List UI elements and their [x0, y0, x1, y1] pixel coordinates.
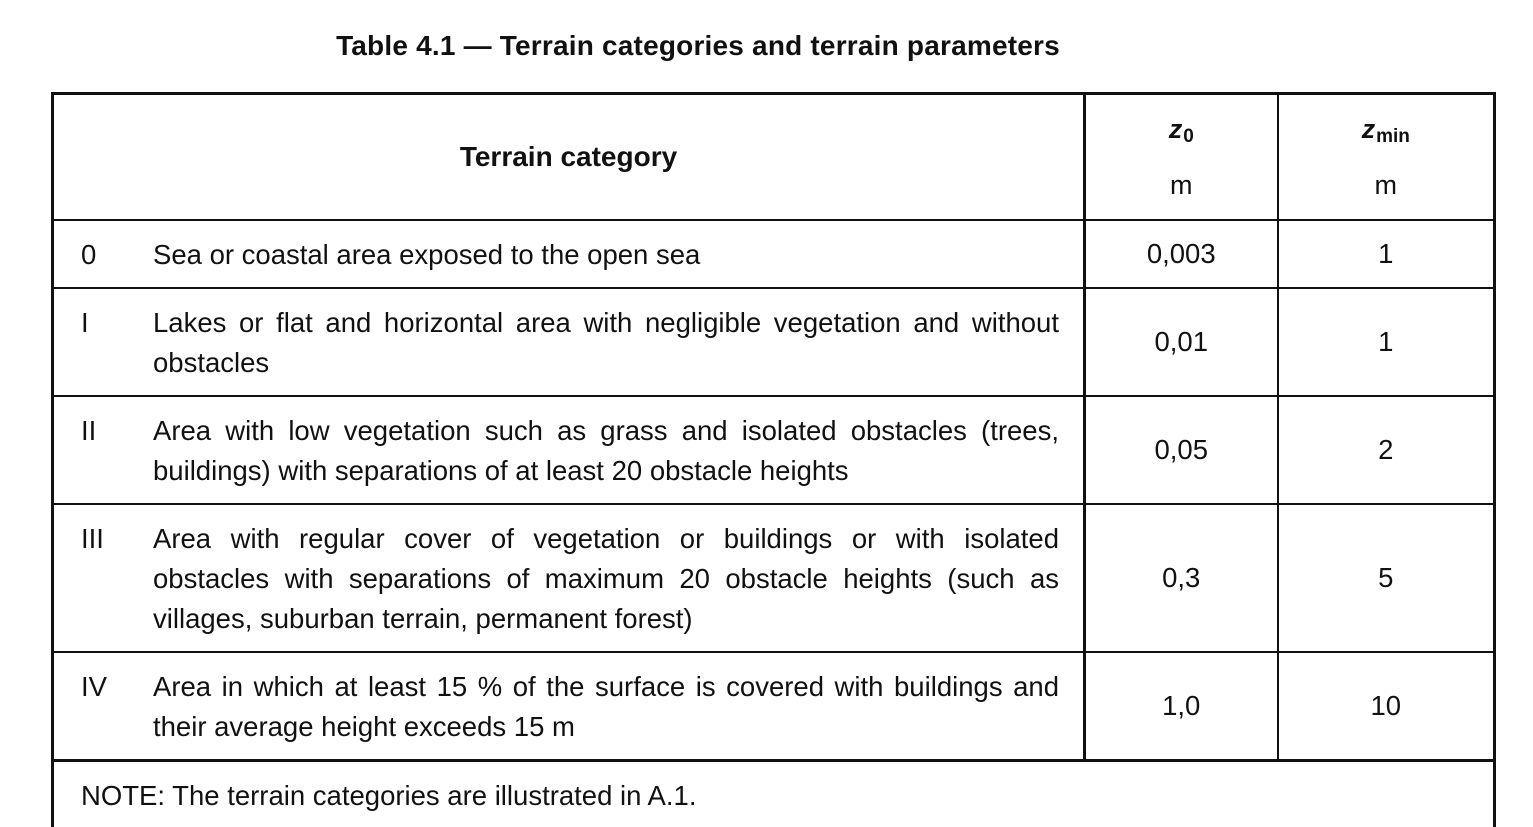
terrain-category-cell: [53, 504, 1085, 652]
zmin-value: 5: [1278, 504, 1495, 652]
category-description: Sea or coastal area exposed to the open sea: [153, 238, 701, 270]
header-terrain-category: Terrain category: [53, 94, 1085, 220]
terrain-category-cell: [53, 652, 1085, 761]
category-number: I: [81, 306, 89, 338]
table-row: [53, 504, 1495, 652]
table-row: [53, 396, 1495, 504]
category-description: Area in which at least 15 % of the surface is covered with buildings and their average height exceeds 15 m: [153, 670, 1059, 742]
table-header-row: [53, 94, 1495, 220]
category-number: IV: [81, 670, 107, 702]
z0-value: 1,0: [1085, 652, 1278, 761]
zmin-value: 10: [1278, 652, 1495, 761]
category-description: Area with regular cover of vegetation or buildings or with isolated obstacles with separations of maximum 20 obstacle heights (such as villages, suburban terrain, permanent forest): [153, 522, 1059, 634]
category-number: II: [81, 414, 97, 446]
table-caption: Table 4.1 — Terrain categories and terrain parameters: [336, 30, 1060, 61]
category-number: III: [81, 522, 104, 554]
z0-value: 0,05: [1085, 396, 1278, 504]
z0-value: 0,3: [1085, 504, 1278, 652]
zmin-value: 1: [1278, 288, 1495, 396]
terrain-category-cell: [53, 396, 1085, 504]
terrain-table: [51, 92, 1496, 827]
table-row: [53, 220, 1495, 288]
header-zmin: [1278, 94, 1495, 220]
z0-value: 0,01: [1085, 288, 1278, 396]
table-note: NOTE: The terrain categories are illustrated in A.1.: [53, 760, 1495, 827]
note-row: [53, 760, 1495, 827]
z0-symbol-letter: z: [1168, 113, 1183, 144]
z0-value: 0,003: [1085, 220, 1278, 288]
z0-symbol: [1086, 101, 1277, 157]
category-number: 0: [81, 238, 97, 270]
category-description: Area with low vegetation such as grass and isolated obstacles (trees, buildings) with separations of at least 20 obstacle heights: [153, 414, 1059, 486]
zmin-value: 2: [1278, 396, 1495, 504]
category-description: Lakes or flat and horizontal area with negligible vegetation and without obstacles: [153, 306, 1059, 378]
table-row: [53, 652, 1495, 761]
zmin-symbol-letter: z: [1361, 113, 1376, 144]
header-z0: [1085, 94, 1278, 220]
z0-unit: m: [1170, 169, 1193, 200]
terrain-category-cell: [53, 220, 1085, 288]
terrain-category-cell: [53, 288, 1085, 396]
zmin-value: 1: [1278, 220, 1495, 288]
z0-subscript: 0: [1183, 125, 1194, 147]
zmin-subscript: min: [1376, 125, 1410, 147]
zmin-symbol: [1279, 101, 1494, 157]
zmin-unit: m: [1374, 169, 1397, 200]
table-row: [53, 288, 1495, 396]
